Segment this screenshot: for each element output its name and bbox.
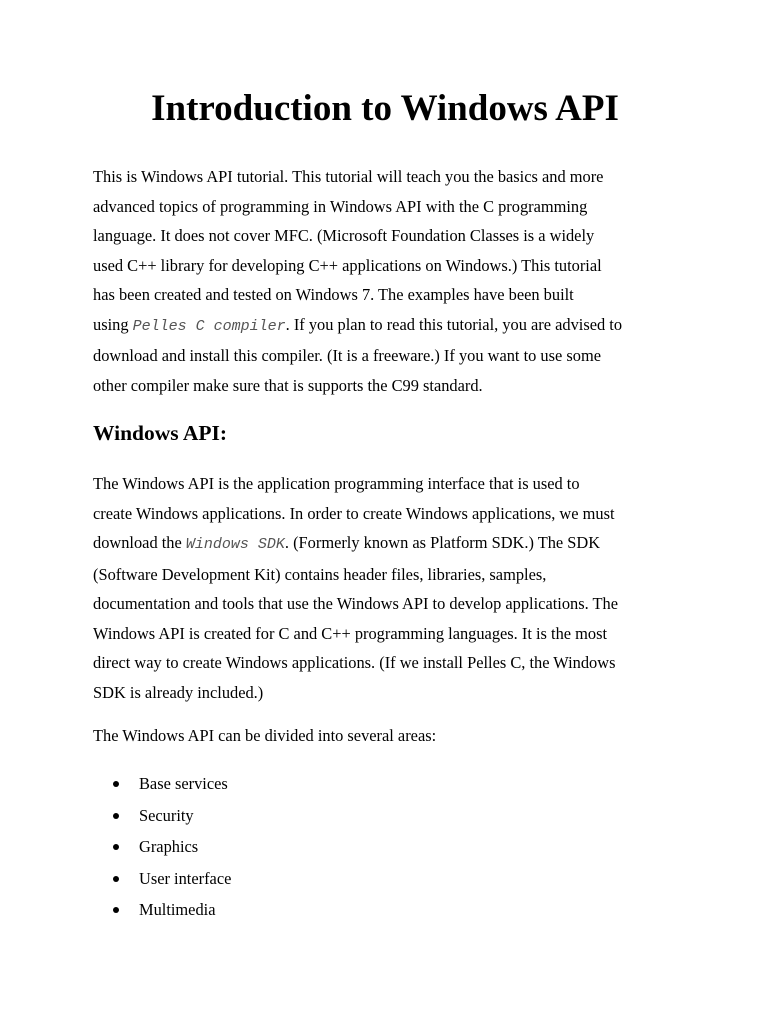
bullet-icon <box>113 781 119 787</box>
text-line: Windows API is created for C and C++ programming languages. It is the most <box>93 623 608 643</box>
list-item-label: Base services <box>139 774 228 793</box>
text-fragment: using <box>93 314 133 334</box>
text-line: used C++ library for developing C++ applications on Windows.) This tutorial <box>93 255 602 275</box>
list-item <box>93 768 231 800</box>
text-line: has been created and tested on Windows 7. The examples have been built <box>93 285 574 304</box>
areas-intro <box>93 721 677 751</box>
text-line: SDK is already included.) <box>93 682 264 702</box>
list-item-label: Multimedia <box>139 900 216 920</box>
text-line: (Software Development Kit) contains header files, libraries, samples, <box>93 564 547 584</box>
list-item <box>93 831 231 863</box>
bullet-icon <box>113 844 119 850</box>
areas-list <box>93 768 231 926</box>
list-item <box>93 863 231 895</box>
text-fragment: download the <box>93 533 186 552</box>
page-title: Introduction to Windows API <box>151 88 619 129</box>
intro-paragraph <box>93 162 677 400</box>
text-line: This is Windows API tutorial. This tutorial will teach you the basics and more <box>93 167 604 186</box>
text-line: other compiler make sure that is supports the C99 standard. <box>93 375 483 395</box>
text-line <box>93 310 677 342</box>
list-item <box>93 894 231 926</box>
text-line: create Windows applications. In order to create Windows applications, we must <box>93 503 615 523</box>
list-item-label: Security <box>139 805 194 825</box>
text-line: advanced topics of programming in Windows API with the C programming <box>93 196 588 216</box>
list-item-label: Graphics <box>139 837 199 857</box>
bullet-icon <box>113 813 119 819</box>
text-line: language. It does not cover MFC. (Microsoft Foundation Classes is a widely <box>93 226 595 245</box>
text-line: direct way to create Windows applications. (If we install Pelles C, the Windows <box>93 653 616 672</box>
text-line: download and install this compiler. (It is a freeware.) If you want to use some <box>93 346 601 365</box>
list-item-label: User interface <box>139 868 232 888</box>
pelles-c-compiler-link[interactable]: Pelles C compiler <box>132 317 286 335</box>
text-line <box>93 528 677 560</box>
text-line: The Windows API can be divided into several areas: <box>93 726 437 745</box>
bullet-icon <box>113 907 119 913</box>
bullet-icon <box>113 876 119 882</box>
section-heading: Windows API: <box>93 421 228 445</box>
windows-sdk-link[interactable]: Windows SDK <box>185 536 285 553</box>
text-line: documentation and tools that use the Windows API to develop applications. The <box>93 594 618 613</box>
text-fragment: . If you plan to read this tutorial, you are advised to <box>285 314 623 334</box>
text-fragment: . (Formerly known as Platform SDK.) The SDK <box>284 533 601 552</box>
text-line: The Windows API is the application programming interface that is used to <box>93 474 580 493</box>
list-item <box>93 800 231 832</box>
windows-api-paragraph <box>93 469 677 707</box>
